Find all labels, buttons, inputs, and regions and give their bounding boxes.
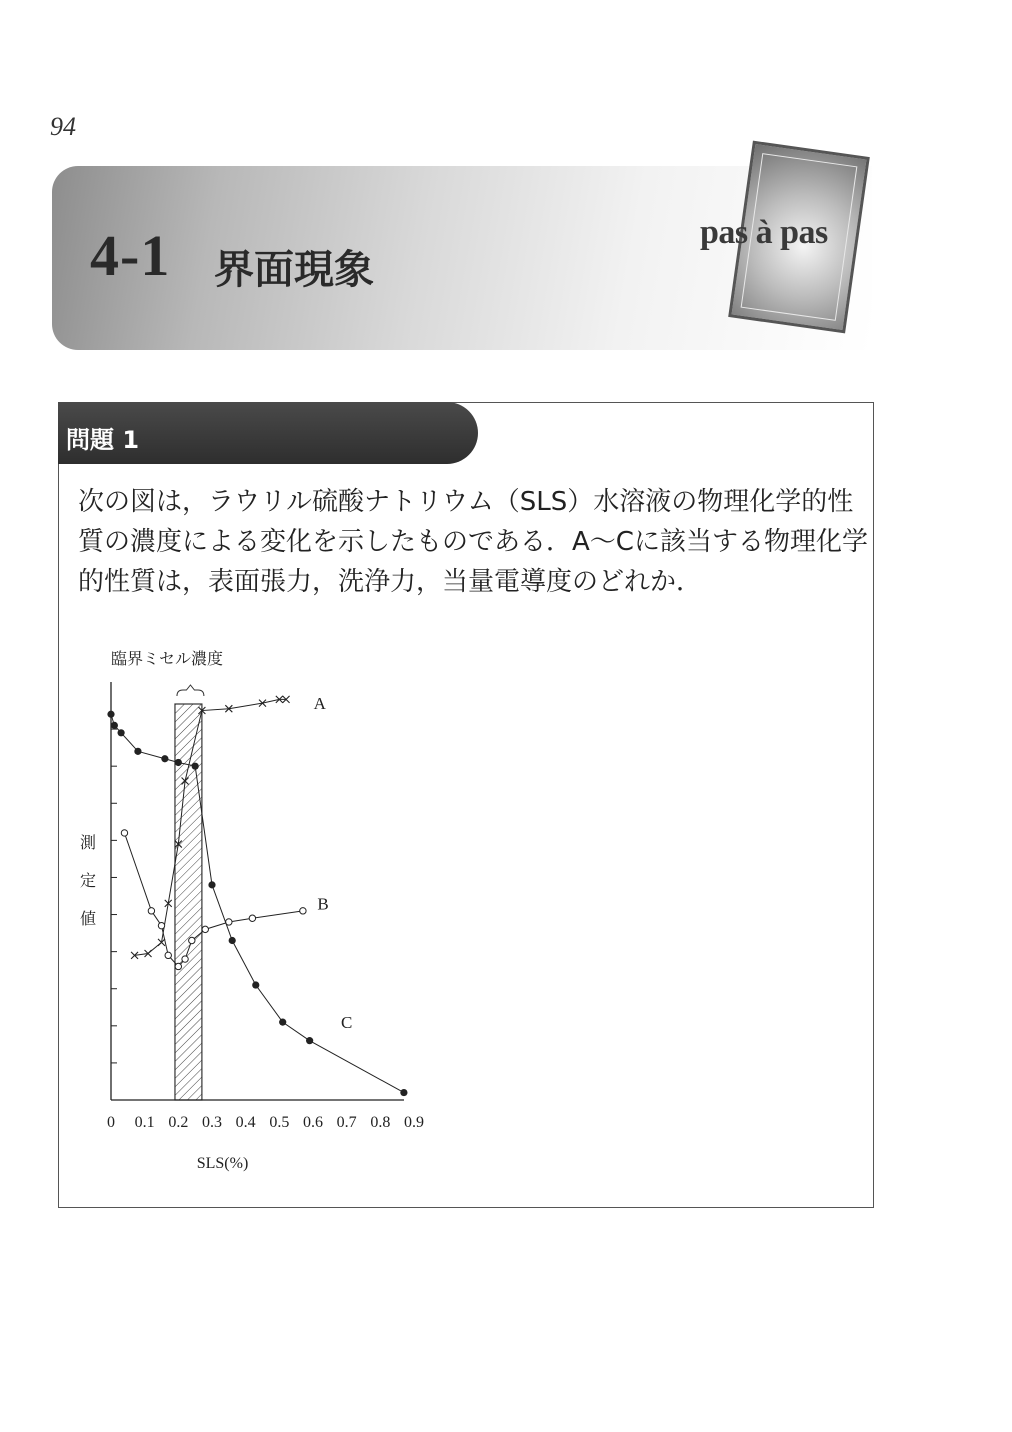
x-tick-label: 0.8 (370, 1114, 391, 1131)
x-tick-label: 0.3 (202, 1114, 222, 1131)
series-C-point (279, 1019, 286, 1026)
series-C-point (111, 722, 118, 729)
series-B-point (182, 956, 188, 962)
x-tick-label: 0.9 (404, 1114, 424, 1131)
series-B-point (175, 963, 181, 969)
series-C-label: C (340, 1013, 353, 1033)
chapter-title: 界面現象 (214, 247, 374, 293)
x-tick-label: 0 (107, 1114, 115, 1131)
cmc-brace (177, 685, 204, 696)
series-C-point (161, 755, 168, 762)
y-axis-label: 測 (79, 832, 97, 852)
y-axis-label: 値 (79, 908, 97, 928)
series-C-line (111, 714, 404, 1092)
series-C-point (400, 1089, 407, 1096)
series-C-point (192, 763, 199, 770)
series-B-point (249, 915, 255, 921)
series-C-point (118, 729, 125, 736)
series-B-point (121, 830, 127, 836)
x-tick-label: 0.2 (168, 1114, 189, 1131)
series-C-point (107, 711, 114, 718)
question-text: 次の図は，ラウリル硫酸ナトリウム（SLS）水溶液の物理化学的性質の濃度による変化を示したものである．A～Cに該当する物理化学的性質は，表面張力，洗浄力，当量電導度のどれか． (78, 487, 868, 597)
x-tick-label: 0.1 (134, 1114, 155, 1131)
series-B-point (148, 908, 154, 914)
series-B-line (124, 833, 302, 967)
chapter-number: 4-1 (90, 223, 171, 288)
badge-text: pas à pas (700, 214, 828, 251)
series-B-point (158, 922, 164, 928)
y-axis-label: 定 (79, 870, 97, 890)
series-B-point (165, 952, 171, 958)
series-A-label: A (313, 694, 326, 714)
series-B-label: B (317, 894, 329, 914)
series-C-point (229, 937, 236, 944)
series-B-point (189, 937, 195, 943)
page-number: 94 (50, 112, 76, 141)
series-B-point (202, 926, 208, 932)
series-C-point (306, 1037, 313, 1044)
x-tick-label: 0.5 (269, 1114, 290, 1131)
series-C-point (208, 881, 215, 888)
series-C-point (175, 759, 182, 766)
cmc-annotation: 臨界ミセル濃度 (110, 649, 223, 668)
x-tick-label: 0.6 (303, 1114, 323, 1131)
series-C-point (134, 748, 141, 755)
problem-label: 問題 1 (66, 426, 140, 454)
x-tick-label: 0.4 (235, 1114, 256, 1131)
sls-chart (70, 640, 430, 1180)
x-axis-label: SLS(%) (196, 1155, 249, 1172)
series-C-point (252, 981, 259, 988)
series-B-point (300, 908, 306, 914)
x-tick-label: 0.7 (336, 1114, 357, 1131)
